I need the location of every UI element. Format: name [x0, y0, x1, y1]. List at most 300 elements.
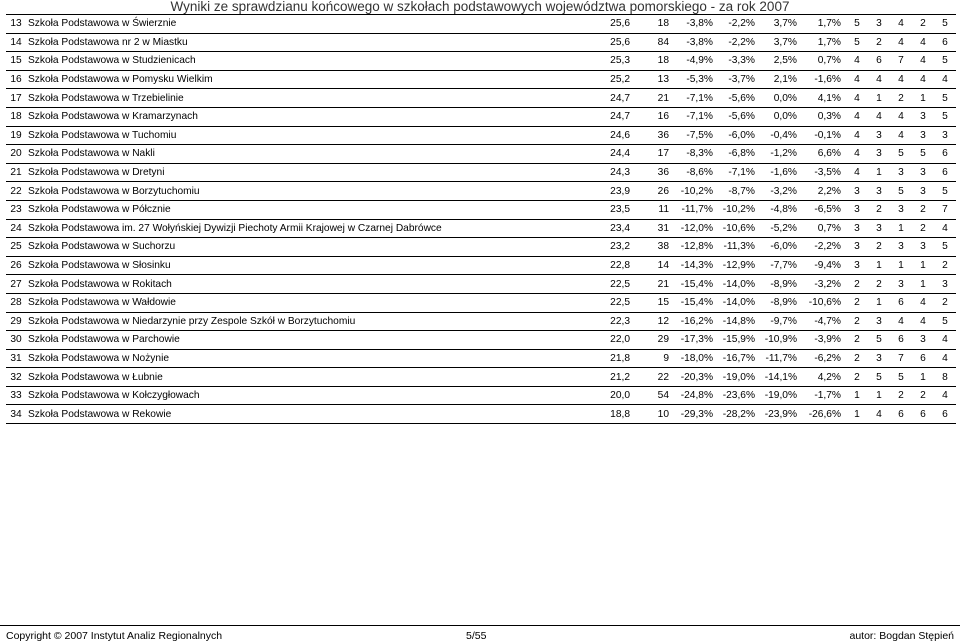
stanine-3: 3: [890, 163, 912, 182]
stanine-5: 3: [934, 275, 956, 294]
student-count: 22: [636, 368, 674, 387]
average-score: 24,7: [600, 89, 636, 108]
diff-2: -12,9%: [718, 256, 760, 275]
student-count: 54: [636, 386, 674, 405]
stanine-2: 3: [868, 349, 890, 368]
diff-4: 1,7%: [802, 15, 846, 34]
student-count: 17: [636, 145, 674, 164]
row-number: 34: [6, 405, 26, 424]
results-table-body: [6, 15, 956, 424]
diff-2: -7,1%: [718, 163, 760, 182]
stanine-1: 4: [846, 126, 868, 145]
diff-2: -28,2%: [718, 405, 760, 424]
stanine-4: 4: [912, 312, 934, 331]
row-number: 30: [6, 331, 26, 350]
row-number: 18: [6, 107, 26, 126]
stanine-2: 2: [868, 238, 890, 257]
school-name: Szkoła Podstawowa w Kołczygłowach: [26, 386, 600, 405]
stanine-5: 4: [934, 386, 956, 405]
diff-4: 4,1%: [802, 89, 846, 108]
table-row: [6, 182, 956, 201]
school-name: Szkoła Podstawowa w Nakli: [26, 145, 600, 164]
table-row: [6, 238, 956, 257]
stanine-4: 3: [912, 126, 934, 145]
diff-2: -2,2%: [718, 15, 760, 34]
diff-1: -11,7%: [674, 200, 718, 219]
school-name: Szkoła Podstawowa w Wałdowie: [26, 293, 600, 312]
diff-3: -9,7%: [760, 312, 802, 331]
diff-2: -14,0%: [718, 293, 760, 312]
stanine-5: 3: [934, 126, 956, 145]
school-name: Szkoła Podstawowa w Świerznie: [26, 15, 600, 34]
table-row: [6, 70, 956, 89]
student-count: 16: [636, 107, 674, 126]
school-name: Szkoła Podstawowa nr 2 w Miastku: [26, 33, 600, 52]
stanine-5: 6: [934, 33, 956, 52]
school-name: Szkoła Podstawowa w Studzienicach: [26, 52, 600, 71]
stanine-1: 3: [846, 182, 868, 201]
school-name: Szkoła Podstawowa w Łubnie: [26, 368, 600, 387]
table-row: [6, 256, 956, 275]
diff-2: -2,2%: [718, 33, 760, 52]
average-score: 22,5: [600, 275, 636, 294]
average-score: 25,2: [600, 70, 636, 89]
diff-1: -5,3%: [674, 70, 718, 89]
diff-1: -4,9%: [674, 52, 718, 71]
diff-1: -12,8%: [674, 238, 718, 257]
stanine-5: 5: [934, 312, 956, 331]
stanine-2: 1: [868, 293, 890, 312]
student-count: 21: [636, 275, 674, 294]
table-row: [6, 386, 956, 405]
table-row: [6, 145, 956, 164]
page-number: 5/55: [466, 630, 487, 642]
stanine-5: 5: [934, 89, 956, 108]
row-number: 26: [6, 256, 26, 275]
stanine-3: 5: [890, 182, 912, 201]
stanine-2: 1: [868, 386, 890, 405]
stanine-2: 3: [868, 15, 890, 34]
stanine-3: 6: [890, 331, 912, 350]
stanine-4: 3: [912, 331, 934, 350]
student-count: 11: [636, 200, 674, 219]
diff-2: -3,3%: [718, 52, 760, 71]
stanine-4: 3: [912, 238, 934, 257]
stanine-5: 2: [934, 256, 956, 275]
table-row: [6, 219, 956, 238]
stanine-4: 6: [912, 405, 934, 424]
stanine-5: 5: [934, 182, 956, 201]
row-number: 25: [6, 238, 26, 257]
table-row: [6, 126, 956, 145]
stanine-3: 4: [890, 70, 912, 89]
diff-2: -19,0%: [718, 368, 760, 387]
table-row: [6, 15, 956, 34]
stanine-5: 5: [934, 238, 956, 257]
stanine-1: 3: [846, 238, 868, 257]
diff-4: -1,6%: [802, 70, 846, 89]
diff-2: -3,7%: [718, 70, 760, 89]
table-row: [6, 275, 956, 294]
diff-3: -7,7%: [760, 256, 802, 275]
diff-4: -6,5%: [802, 200, 846, 219]
table-row: [6, 331, 956, 350]
stanine-1: 3: [846, 256, 868, 275]
diff-3: -1,6%: [760, 163, 802, 182]
stanine-3: 4: [890, 107, 912, 126]
diff-4: 4,2%: [802, 368, 846, 387]
student-count: 14: [636, 256, 674, 275]
stanine-4: 3: [912, 182, 934, 201]
diff-4: -6,2%: [802, 349, 846, 368]
table-row: [6, 405, 956, 424]
table-row: [6, 107, 956, 126]
diff-3: -14,1%: [760, 368, 802, 387]
row-number: 13: [6, 15, 26, 34]
stanine-3: 1: [890, 219, 912, 238]
stanine-3: 5: [890, 145, 912, 164]
student-count: 36: [636, 163, 674, 182]
diff-2: -23,6%: [718, 386, 760, 405]
row-number: 15: [6, 52, 26, 71]
diff-1: -14,3%: [674, 256, 718, 275]
diff-3: -0,4%: [760, 126, 802, 145]
row-number: 16: [6, 70, 26, 89]
average-score: 20,0: [600, 386, 636, 405]
stanine-1: 4: [846, 163, 868, 182]
stanine-3: 6: [890, 293, 912, 312]
stanine-4: 4: [912, 70, 934, 89]
diff-3: 0,0%: [760, 89, 802, 108]
diff-4: 2,2%: [802, 182, 846, 201]
stanine-2: 3: [868, 126, 890, 145]
stanine-2: 4: [868, 107, 890, 126]
stanine-4: 4: [912, 33, 934, 52]
row-number: 28: [6, 293, 26, 312]
diff-1: -7,1%: [674, 89, 718, 108]
diff-1: -7,5%: [674, 126, 718, 145]
diff-3: -23,9%: [760, 405, 802, 424]
school-name: Szkoła Podstawowa w Suchorzu: [26, 238, 600, 257]
diff-2: -14,0%: [718, 275, 760, 294]
student-count: 21: [636, 89, 674, 108]
school-name: Szkoła Podstawowa w Nożynie: [26, 349, 600, 368]
stanine-4: 1: [912, 256, 934, 275]
diff-4: -1,7%: [802, 386, 846, 405]
stanine-2: 5: [868, 331, 890, 350]
stanine-2: 5: [868, 368, 890, 387]
school-name: Szkoła Podstawowa w Słosinku: [26, 256, 600, 275]
table-row: [6, 33, 956, 52]
diff-1: -16,2%: [674, 312, 718, 331]
diff-2: -8,7%: [718, 182, 760, 201]
stanine-4: 1: [912, 89, 934, 108]
table-row: [6, 293, 956, 312]
diff-1: -18,0%: [674, 349, 718, 368]
stanine-3: 3: [890, 238, 912, 257]
copyright-text: Copyright © 2007 Instytut Analiz Regionalnych: [6, 630, 223, 642]
diff-1: -24,8%: [674, 386, 718, 405]
stanine-3: 4: [890, 15, 912, 34]
diff-4: -26,6%: [802, 405, 846, 424]
table-row: [6, 368, 956, 387]
stanine-2: 2: [868, 200, 890, 219]
diff-1: -17,3%: [674, 331, 718, 350]
diff-1: -10,2%: [674, 182, 718, 201]
stanine-1: 4: [846, 89, 868, 108]
average-score: 25,6: [600, 33, 636, 52]
student-count: 12: [636, 312, 674, 331]
diff-3: -5,2%: [760, 219, 802, 238]
stanine-5: 4: [934, 331, 956, 350]
diff-1: -20,3%: [674, 368, 718, 387]
stanine-4: 2: [912, 219, 934, 238]
average-score: 24,3: [600, 163, 636, 182]
diff-1: -8,6%: [674, 163, 718, 182]
diff-2: -15,9%: [718, 331, 760, 350]
stanine-4: 5: [912, 145, 934, 164]
stanine-4: 4: [912, 293, 934, 312]
diff-1: -12,0%: [674, 219, 718, 238]
diff-2: -16,7%: [718, 349, 760, 368]
student-count: 29: [636, 331, 674, 350]
stanine-1: 1: [846, 386, 868, 405]
table-row: [6, 52, 956, 71]
row-number: 21: [6, 163, 26, 182]
stanine-5: 4: [934, 219, 956, 238]
stanine-1: 3: [846, 219, 868, 238]
stanine-2: 2: [868, 275, 890, 294]
diff-4: 6,6%: [802, 145, 846, 164]
row-number: 22: [6, 182, 26, 201]
stanine-2: 3: [868, 145, 890, 164]
stanine-3: 7: [890, 52, 912, 71]
stanine-4: 2: [912, 15, 934, 34]
school-name: Szkoła Podstawowa w Kramarzynach: [26, 107, 600, 126]
results-table: [6, 14, 956, 424]
diff-3: -11,7%: [760, 349, 802, 368]
table-row: [6, 163, 956, 182]
stanine-1: 1: [846, 405, 868, 424]
row-number: 23: [6, 200, 26, 219]
diff-4: 0,3%: [802, 107, 846, 126]
student-count: 18: [636, 15, 674, 34]
row-number: 27: [6, 275, 26, 294]
average-score: 22,3: [600, 312, 636, 331]
stanine-5: 2: [934, 293, 956, 312]
stanine-2: 6: [868, 52, 890, 71]
average-score: 23,4: [600, 219, 636, 238]
diff-3: -6,0%: [760, 238, 802, 257]
stanine-2: 1: [868, 256, 890, 275]
diff-1: -15,4%: [674, 275, 718, 294]
row-number: 29: [6, 312, 26, 331]
average-score: 18,8: [600, 405, 636, 424]
school-name: Szkoła Podstawowa w Pomysku Wielkim: [26, 70, 600, 89]
stanine-1: 3: [846, 200, 868, 219]
school-name: Szkoła Podstawowa w Tuchomiu: [26, 126, 600, 145]
student-count: 10: [636, 405, 674, 424]
average-score: 21,2: [600, 368, 636, 387]
diff-2: -6,8%: [718, 145, 760, 164]
row-number: 17: [6, 89, 26, 108]
row-number: 33: [6, 386, 26, 405]
stanine-5: 7: [934, 200, 956, 219]
stanine-1: 2: [846, 275, 868, 294]
average-score: 24,7: [600, 107, 636, 126]
stanine-5: 6: [934, 145, 956, 164]
stanine-2: 3: [868, 219, 890, 238]
school-name: Szkoła Podstawowa w Rokitach: [26, 275, 600, 294]
average-score: 23,9: [600, 182, 636, 201]
stanine-1: 2: [846, 293, 868, 312]
student-count: 26: [636, 182, 674, 201]
stanine-3: 4: [890, 33, 912, 52]
diff-4: 0,7%: [802, 52, 846, 71]
stanine-1: 4: [846, 52, 868, 71]
stanine-1: 2: [846, 331, 868, 350]
diff-3: -3,2%: [760, 182, 802, 201]
student-count: 13: [636, 70, 674, 89]
student-count: 18: [636, 52, 674, 71]
student-count: 15: [636, 293, 674, 312]
diff-2: -6,0%: [718, 126, 760, 145]
diff-1: -15,4%: [674, 293, 718, 312]
stanine-5: 5: [934, 107, 956, 126]
diff-4: -2,2%: [802, 238, 846, 257]
stanine-1: 4: [846, 145, 868, 164]
table-row: [6, 349, 956, 368]
stanine-3: 1: [890, 256, 912, 275]
average-score: 24,4: [600, 145, 636, 164]
stanine-5: 5: [934, 52, 956, 71]
stanine-2: 4: [868, 70, 890, 89]
stanine-4: 1: [912, 368, 934, 387]
stanine-5: 4: [934, 349, 956, 368]
diff-4: 0,7%: [802, 219, 846, 238]
author-text: autor: Bogdan Stępień: [849, 630, 954, 642]
diff-2: -14,8%: [718, 312, 760, 331]
diff-4: 1,7%: [802, 33, 846, 52]
diff-3: -8,9%: [760, 275, 802, 294]
diff-3: -4,8%: [760, 200, 802, 219]
student-count: 38: [636, 238, 674, 257]
diff-3: -1,2%: [760, 145, 802, 164]
diff-2: -10,2%: [718, 200, 760, 219]
average-score: 25,6: [600, 15, 636, 34]
stanine-2: 3: [868, 312, 890, 331]
diff-4: -4,7%: [802, 312, 846, 331]
row-number: 19: [6, 126, 26, 145]
diff-4: -0,1%: [802, 126, 846, 145]
stanine-3: 4: [890, 126, 912, 145]
stanine-4: 1: [912, 275, 934, 294]
stanine-1: 4: [846, 107, 868, 126]
diff-3: 3,7%: [760, 15, 802, 34]
row-number: 24: [6, 219, 26, 238]
stanine-1: 2: [846, 368, 868, 387]
student-count: 31: [636, 219, 674, 238]
stanine-4: 6: [912, 349, 934, 368]
diff-4: -3,2%: [802, 275, 846, 294]
table-row: [6, 200, 956, 219]
stanine-5: 4: [934, 70, 956, 89]
stanine-5: 5: [934, 15, 956, 34]
diff-1: -3,8%: [674, 15, 718, 34]
row-number: 32: [6, 368, 26, 387]
student-count: 84: [636, 33, 674, 52]
diff-4: -10,6%: [802, 293, 846, 312]
stanine-1: 4: [846, 70, 868, 89]
table-row: [6, 89, 956, 108]
stanine-4: 3: [912, 107, 934, 126]
stanine-5: 6: [934, 163, 956, 182]
average-score: 25,3: [600, 52, 636, 71]
stanine-4: 2: [912, 200, 934, 219]
stanine-3: 2: [890, 386, 912, 405]
stanine-2: 1: [868, 163, 890, 182]
diff-2: -5,6%: [718, 89, 760, 108]
student-count: 9: [636, 349, 674, 368]
diff-3: -8,9%: [760, 293, 802, 312]
school-name: Szkoła Podstawowa w Niedarzynie przy Zespole Szkół w Borzytuchomiu: [26, 312, 600, 331]
average-score: 22,0: [600, 331, 636, 350]
stanine-3: 3: [890, 275, 912, 294]
diff-3: 2,5%: [760, 52, 802, 71]
stanine-3: 5: [890, 368, 912, 387]
stanine-1: 2: [846, 349, 868, 368]
school-name: Szkoła Podstawowa w Parchowie: [26, 331, 600, 350]
diff-4: -3,9%: [802, 331, 846, 350]
diff-3: 3,7%: [760, 33, 802, 52]
stanine-3: 2: [890, 89, 912, 108]
stanine-3: 4: [890, 312, 912, 331]
stanine-2: 3: [868, 182, 890, 201]
stanine-3: 7: [890, 349, 912, 368]
diff-2: -5,6%: [718, 107, 760, 126]
stanine-3: 3: [890, 200, 912, 219]
diff-3: 2,1%: [760, 70, 802, 89]
page-title: Wyniki ze sprawdzianu końcowego w szkołach podstawowych województwa pomorskiego - za rok 2007: [170, 0, 790, 14]
average-score: 21,8: [600, 349, 636, 368]
school-name: Szkoła Podstawowa w Rekowie: [26, 405, 600, 424]
diff-3: -19,0%: [760, 386, 802, 405]
diff-1: -8,3%: [674, 145, 718, 164]
diff-1: -29,3%: [674, 405, 718, 424]
page-footer: [0, 625, 960, 643]
student-count: 36: [636, 126, 674, 145]
diff-4: -9,4%: [802, 256, 846, 275]
diff-3: -10,9%: [760, 331, 802, 350]
diff-1: -7,1%: [674, 107, 718, 126]
table-row: [6, 312, 956, 331]
stanine-5: 8: [934, 368, 956, 387]
school-name: Szkoła Podstawowa w Borzytuchomiu: [26, 182, 600, 201]
stanine-1: 5: [846, 15, 868, 34]
stanine-2: 4: [868, 405, 890, 424]
average-score: 22,8: [600, 256, 636, 275]
school-name: Szkoła Podstawowa w Dretyni: [26, 163, 600, 182]
average-score: 22,5: [600, 293, 636, 312]
stanine-4: 4: [912, 52, 934, 71]
school-name: Szkoła Podstawowa im. 27 Wołyńskiej Dywizji Piechoty Armii Krajowej w Czarnej Dabrówce: [26, 219, 600, 238]
stanine-2: 1: [868, 89, 890, 108]
diff-2: -11,3%: [718, 238, 760, 257]
stanine-4: 3: [912, 163, 934, 182]
diff-2: -10,6%: [718, 219, 760, 238]
stanine-1: 5: [846, 33, 868, 52]
stanine-4: 2: [912, 386, 934, 405]
